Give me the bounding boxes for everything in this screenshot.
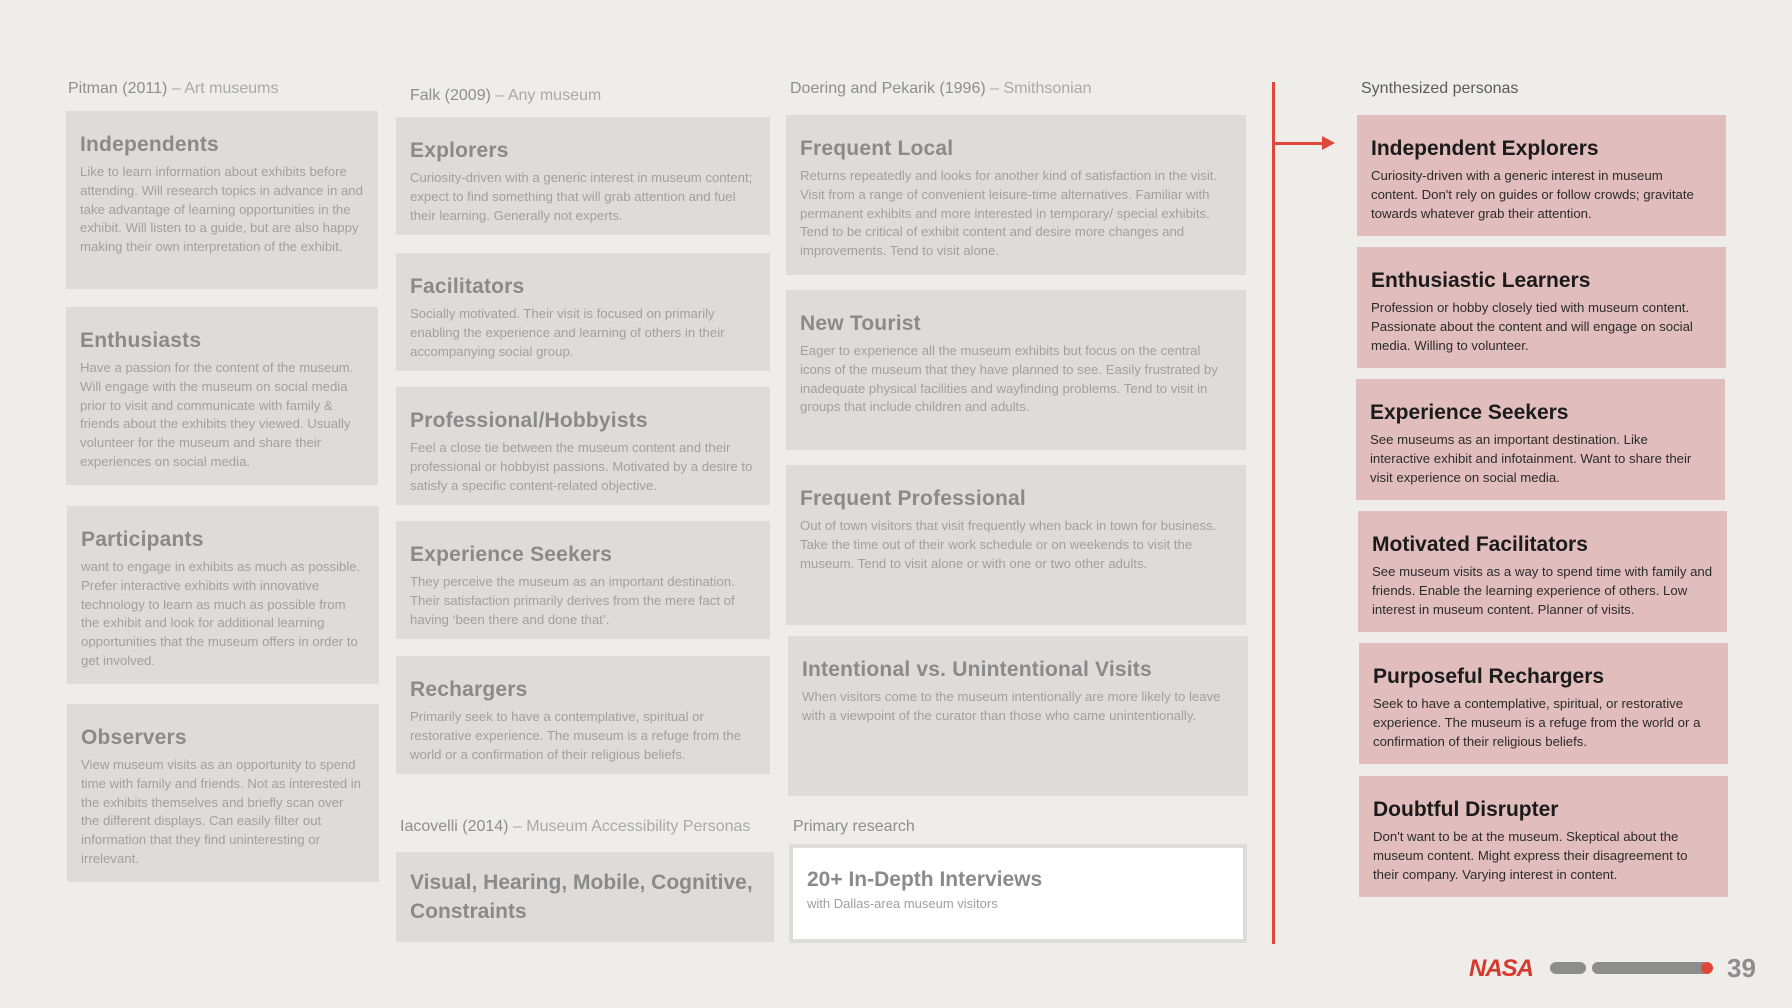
primary-research-label: Primary research [793,818,915,835]
card-title: Professional/Hobbyists [410,409,648,432]
progress-bar [1592,962,1710,974]
progress-segment [1550,962,1586,974]
source-sub-label: – Museum Accessibility Personas [512,818,751,835]
column-heading-synth [1361,80,1518,98]
progress-indicator [1701,962,1713,974]
card-title: Visual, Hearing, Mobile, Cognitive, Constraints [410,871,753,923]
card-body: Primarily seek to have a contemplative, spiritual or restorative experience. The museum is a refuge from the world or a confirmation of their religious beliefs. [410,709,742,762]
card-intentional-visits [788,636,1248,796]
synth-card-motivated-facilitators [1358,511,1727,632]
source-sub-label: – Any museum [495,87,602,104]
card-body: want to engage in exhibits as much as possible. Prefer interactive exhibits with innovative technology to learn as much as possible from the exhibit and look for additional learning opportunities that the museum offers in order to get involved. [81,559,361,668]
persona-card-enthusiasts [66,307,378,485]
persona-card-independents [66,111,378,289]
persona-card-frequent-local [786,115,1246,275]
card-title: Frequent Local [800,137,954,160]
card-title: Enthusiasts [80,329,202,352]
card-title: Experience Seekers [1370,401,1569,424]
synth-card-doubtful-disrupter [1359,776,1728,897]
persona-card-explorers [396,117,770,235]
card-title: Independent Explorers [1371,137,1599,160]
persona-card-frequent-professional [786,465,1246,625]
persona-card-facilitators [396,253,770,371]
card-sub: with Dallas-area museum visitors [807,896,998,911]
synth-heading-label: Synthesized personas [1361,80,1519,97]
card-body: Don't want to be at the museum. Skeptical about the museum content. Might express their disagreement to their company. Varying interest in content. [1373,829,1688,882]
nasa-logo: NASA [1469,955,1534,982]
card-title: Frequent Professional [800,487,1026,510]
card-body: Profession or hobby closely tied with museum content. Passionate about the content and will engage on social media. Willing to volunteer. [1371,300,1693,353]
page-number: 39 [1727,953,1756,983]
card-body: When visitors come to the museum intentionally are more likely to leave with a viewpoint of the curator than those who came unintentionally. [802,689,1221,723]
source-label: Doering and Pekarik (1996) [790,80,986,97]
persona-card-observers [67,704,379,882]
card-title: Independents [80,133,219,156]
source-sub-label: – Art museums [171,80,279,97]
card-title: 20+ In-Depth Interviews [807,868,1043,891]
column-heading-falk [410,87,601,105]
card-title: Experience Seekers [410,543,613,566]
card-title: Explorers [410,139,509,162]
card-body: Curiosity-driven with a generic interest in museum content; expect to find something that will grab attention and fuel their learning. Generally not experts. [410,170,753,223]
card-title: Motivated Facilitators [1372,533,1588,556]
source-sub-label: – Smithsonian [990,80,1092,97]
card-body: See museum visits as a way to spend time with family and friends. Enable the learning experience of others. Low interest in museum content. Planner of visits. [1372,564,1713,617]
card-body: View museum visits as an opportunity to spend time with family and friends. Not as interested in the exhibits themselves and briefly scan over the different displays. Can easily filter out information that they find uninteresting or irrelevant. [81,757,361,866]
section-divider [1272,82,1275,944]
column-heading-primary [793,818,915,836]
source-label: Falk (2009) [410,87,491,104]
arrow-right-icon [1322,136,1335,150]
card-body: See museums as an important destination. Like interactive exhibit and infotainment. Want to share their visit experience on social media. [1370,432,1692,485]
synth-card-independent-explorers [1357,115,1726,236]
card-title: Doubtful Disrupter [1373,798,1559,821]
synth-card-enthusiastic-learners [1357,247,1726,368]
persona-card-professional-hobbyists [396,387,770,505]
card-body: They perceive the museum as an important destination. Their satisfaction primarily derives from the mere fact of having ‘been there and done that’. [410,574,735,627]
card-body: Eager to experience all the museum exhibits but focus on the central icons of the museum that they have planned to see. Easily frustrated by inadequate physical facilities and wayfinding problems. Tend to visit in groups that include children and adults. [800,343,1218,415]
card-title: New Tourist [800,312,921,335]
persona-card-participants [67,506,379,684]
synth-card-experience-seekers [1356,379,1725,500]
column-heading-iacovelli [400,818,750,836]
card-title: Observers [81,726,187,749]
card-title: Facilitators [410,275,525,298]
card-body: Out of town visitors that visit frequently when back in town for business. Take the time out of their work schedule or on weekends to visit the museum. Tend to visit alone or with one or two other adults. [800,518,1217,571]
column-heading-doering [790,80,1092,98]
accessibility-personas-card [396,852,774,942]
card-body: Seek to have a contemplative, spiritual, or restorative experience. The museum is a refuge from the world or a confirmation of their religious beliefs. [1373,696,1701,749]
persona-card-new-tourist [786,290,1246,450]
source-label: Iacovelli (2014) [400,818,509,835]
card-title: Participants [81,528,204,551]
card-body: Like to learn information about exhibits before attending. Will research topics in advance in and take advantage of learning opportunities in the exhibit. Will listen to a guide, but are also happy making their own interpretation of the exhibit. [80,164,363,255]
persona-card-rechargers [396,656,770,774]
arrow-line [1273,142,1323,145]
card-body: Socially motivated. Their visit is focused on primarily enabling the experience and learning of others in their accompanying social group. [410,306,725,359]
card-title: Intentional vs. Unintentional Visits [802,658,1152,681]
card-body: Have a passion for the content of the museum. Will engage with the museum on social media prior to visit and communicate with family & friends about the exhibits they viewed. Usually volunteer for the museum and share their experiences on social media. [80,360,354,469]
card-body: Feel a close tie between the museum content and their professional or hobbyist passions. Motivated by a desire to satisfy a specific content-related objective. [410,440,753,493]
card-title: Enthusiastic Learners [1371,269,1591,292]
card-body: Curiosity-driven with a generic interest in museum content. Don't rely on guides or follow crowds; gravitate towards whatever grab their attention. [1371,168,1694,221]
card-title: Rechargers [410,678,528,701]
card-body: Returns repeatedly and looks for another kind of satisfaction in the visit. Visit from a range of convenient leisure-time alternatives. Familiar with permanent exhibits and more interested in temporary/ special exhibits. Tend to be critical of exhibit content and desire more changes and improvements. Tend to visit alone. [800,168,1218,259]
persona-card-experience-seekers [396,521,770,639]
interviews-card [789,844,1247,943]
card-title: Purposeful Rechargers [1373,665,1605,688]
source-label: Pitman (2011) [68,80,168,97]
synth-card-purposeful-rechargers [1359,643,1728,764]
column-heading-pitman [68,80,278,98]
